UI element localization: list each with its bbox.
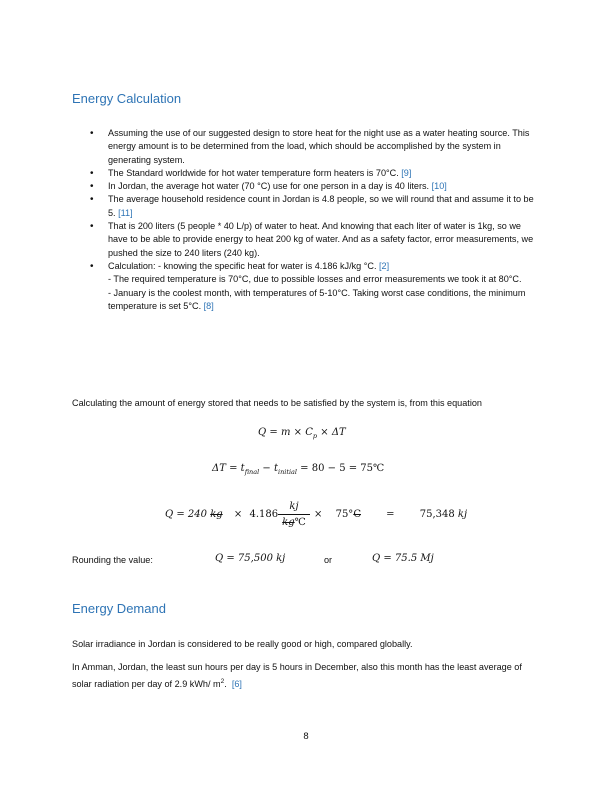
eq-symbol: × bbox=[293, 427, 303, 438]
citation-link[interactable]: [2] bbox=[379, 260, 390, 271]
citation-link[interactable]: [6] bbox=[231, 678, 242, 689]
paragraph-text: In Amman, Jordan, the least sun hours per day is 5 hours in December, also this month has the least average of solar radiation per day of 2.9 kWh/ m bbox=[72, 662, 522, 689]
eq-symbol: = bbox=[269, 427, 278, 438]
rounding-value-mj: Q = 75.5 Mj bbox=[372, 553, 434, 564]
eq-symbol: t bbox=[273, 463, 278, 474]
eq3-right bbox=[314, 509, 467, 520]
eq-symbol: × bbox=[233, 509, 243, 520]
eq-symbol: = bbox=[229, 463, 238, 474]
list-item bbox=[72, 260, 542, 313]
bullet-text: The Standard worldwide for hot water temperature form heaters is 70°C. bbox=[108, 167, 399, 178]
eq-subscript: final bbox=[244, 468, 260, 476]
fraction-bar bbox=[278, 514, 310, 515]
eq-unit: kj bbox=[457, 509, 468, 520]
page-number: 8 bbox=[303, 731, 309, 742]
eq-unit: kg bbox=[282, 517, 295, 528]
eq-unit: ℃ bbox=[294, 517, 306, 528]
eq-subscript: p bbox=[312, 432, 318, 440]
list-item bbox=[72, 180, 542, 193]
citation-link[interactable]: [10] bbox=[431, 181, 447, 192]
bullet-text: Calculation: - knowing the specific heat for water is 4.186 kJ/kg °C. bbox=[108, 260, 377, 271]
list-item bbox=[72, 167, 542, 180]
bullet-text: That is 200 liters (5 people * 40 L/p) of water to heat. And knowing that each liter of water is 1kg, so we have to be able to provide energy to heat 200 kg of water. And as a safety factor, error measurements, we pushed the size to 240 liters (240 kg). bbox=[108, 221, 534, 258]
list-item bbox=[72, 193, 542, 220]
list-item bbox=[72, 127, 542, 167]
eq-symbol: × bbox=[314, 509, 323, 520]
eq-unit: kg bbox=[210, 509, 223, 520]
eq3-left bbox=[165, 509, 278, 520]
calc-note-2: - January is the coolest month, with temperatures of 5-10°C. Taking worst case conditions, the minimum temperature is set 5°C. bbox=[108, 287, 526, 311]
superscript: 2 bbox=[220, 677, 225, 685]
eq-symbol: t bbox=[240, 463, 245, 474]
citation-link[interactable]: [8] bbox=[203, 300, 214, 311]
eq-subscript: initial bbox=[277, 468, 297, 476]
rounding-value-kj: Q = 75,500 kj bbox=[215, 553, 286, 564]
eq-symbol: 4.186 bbox=[249, 509, 279, 520]
list-item bbox=[72, 220, 542, 260]
calc-note-1: - The required temperature is 70°C, due to possible losses and error measurements we took it at 80°C. bbox=[108, 274, 522, 285]
eq-symbol: Q = 240 bbox=[165, 509, 208, 520]
rounding-label: Rounding the value: bbox=[72, 555, 153, 565]
rounding-or: or bbox=[324, 555, 333, 565]
eq-symbol: ΔT bbox=[331, 427, 346, 438]
eq-symbol: Q bbox=[258, 427, 267, 438]
eq-symbol: 75,348 bbox=[419, 509, 455, 520]
equation-intro: Calculating the amount of energy stored that needs to be satisfied by the system is, from this equation bbox=[72, 398, 482, 408]
paragraph-text: . bbox=[224, 678, 227, 689]
eq-symbol: = bbox=[386, 509, 395, 520]
eq-symbol: = 80 − 5 = 75℃ bbox=[300, 463, 385, 474]
equation-delta-t bbox=[212, 463, 384, 476]
assumptions-list bbox=[72, 127, 542, 313]
section-title-energy-demand: Energy Demand bbox=[72, 601, 166, 616]
paragraph: Solar irradiance in Jordan is considered to be really good or high, compared globally. bbox=[72, 639, 413, 649]
eq-symbol: m bbox=[280, 427, 291, 438]
eq-unit: C bbox=[353, 509, 361, 520]
paragraph bbox=[72, 661, 542, 691]
bullet-text: In Jordan, the average hot water (70 °C) use for one person in a day is 40 liters. bbox=[108, 181, 430, 192]
eq3-fraction-denominator bbox=[272, 517, 316, 528]
eq-symbol: C bbox=[305, 427, 313, 438]
eq-symbol: ΔT bbox=[212, 463, 226, 474]
eq-symbol: − bbox=[262, 463, 271, 474]
bullet-text: The average household residence count in Jordan is 4.8 people, so we will round that and assume it to be 5. bbox=[108, 194, 534, 218]
eq-symbol: × bbox=[320, 427, 329, 438]
section-title-energy-calculation: Energy Calculation bbox=[72, 91, 182, 106]
eq3-fraction-numerator: kj bbox=[289, 501, 299, 512]
equation-energy bbox=[258, 427, 346, 440]
citation-link[interactable]: [11] bbox=[118, 207, 133, 218]
bullet-text: Assuming the use of our suggested design to store heat for the night use as a water heating source. This energy amount is to be determined from the load, which should be accomplished by the system in generating system. bbox=[108, 128, 530, 165]
eq-symbol: 75° bbox=[335, 509, 354, 520]
citation-link[interactable]: [9] bbox=[401, 167, 412, 178]
